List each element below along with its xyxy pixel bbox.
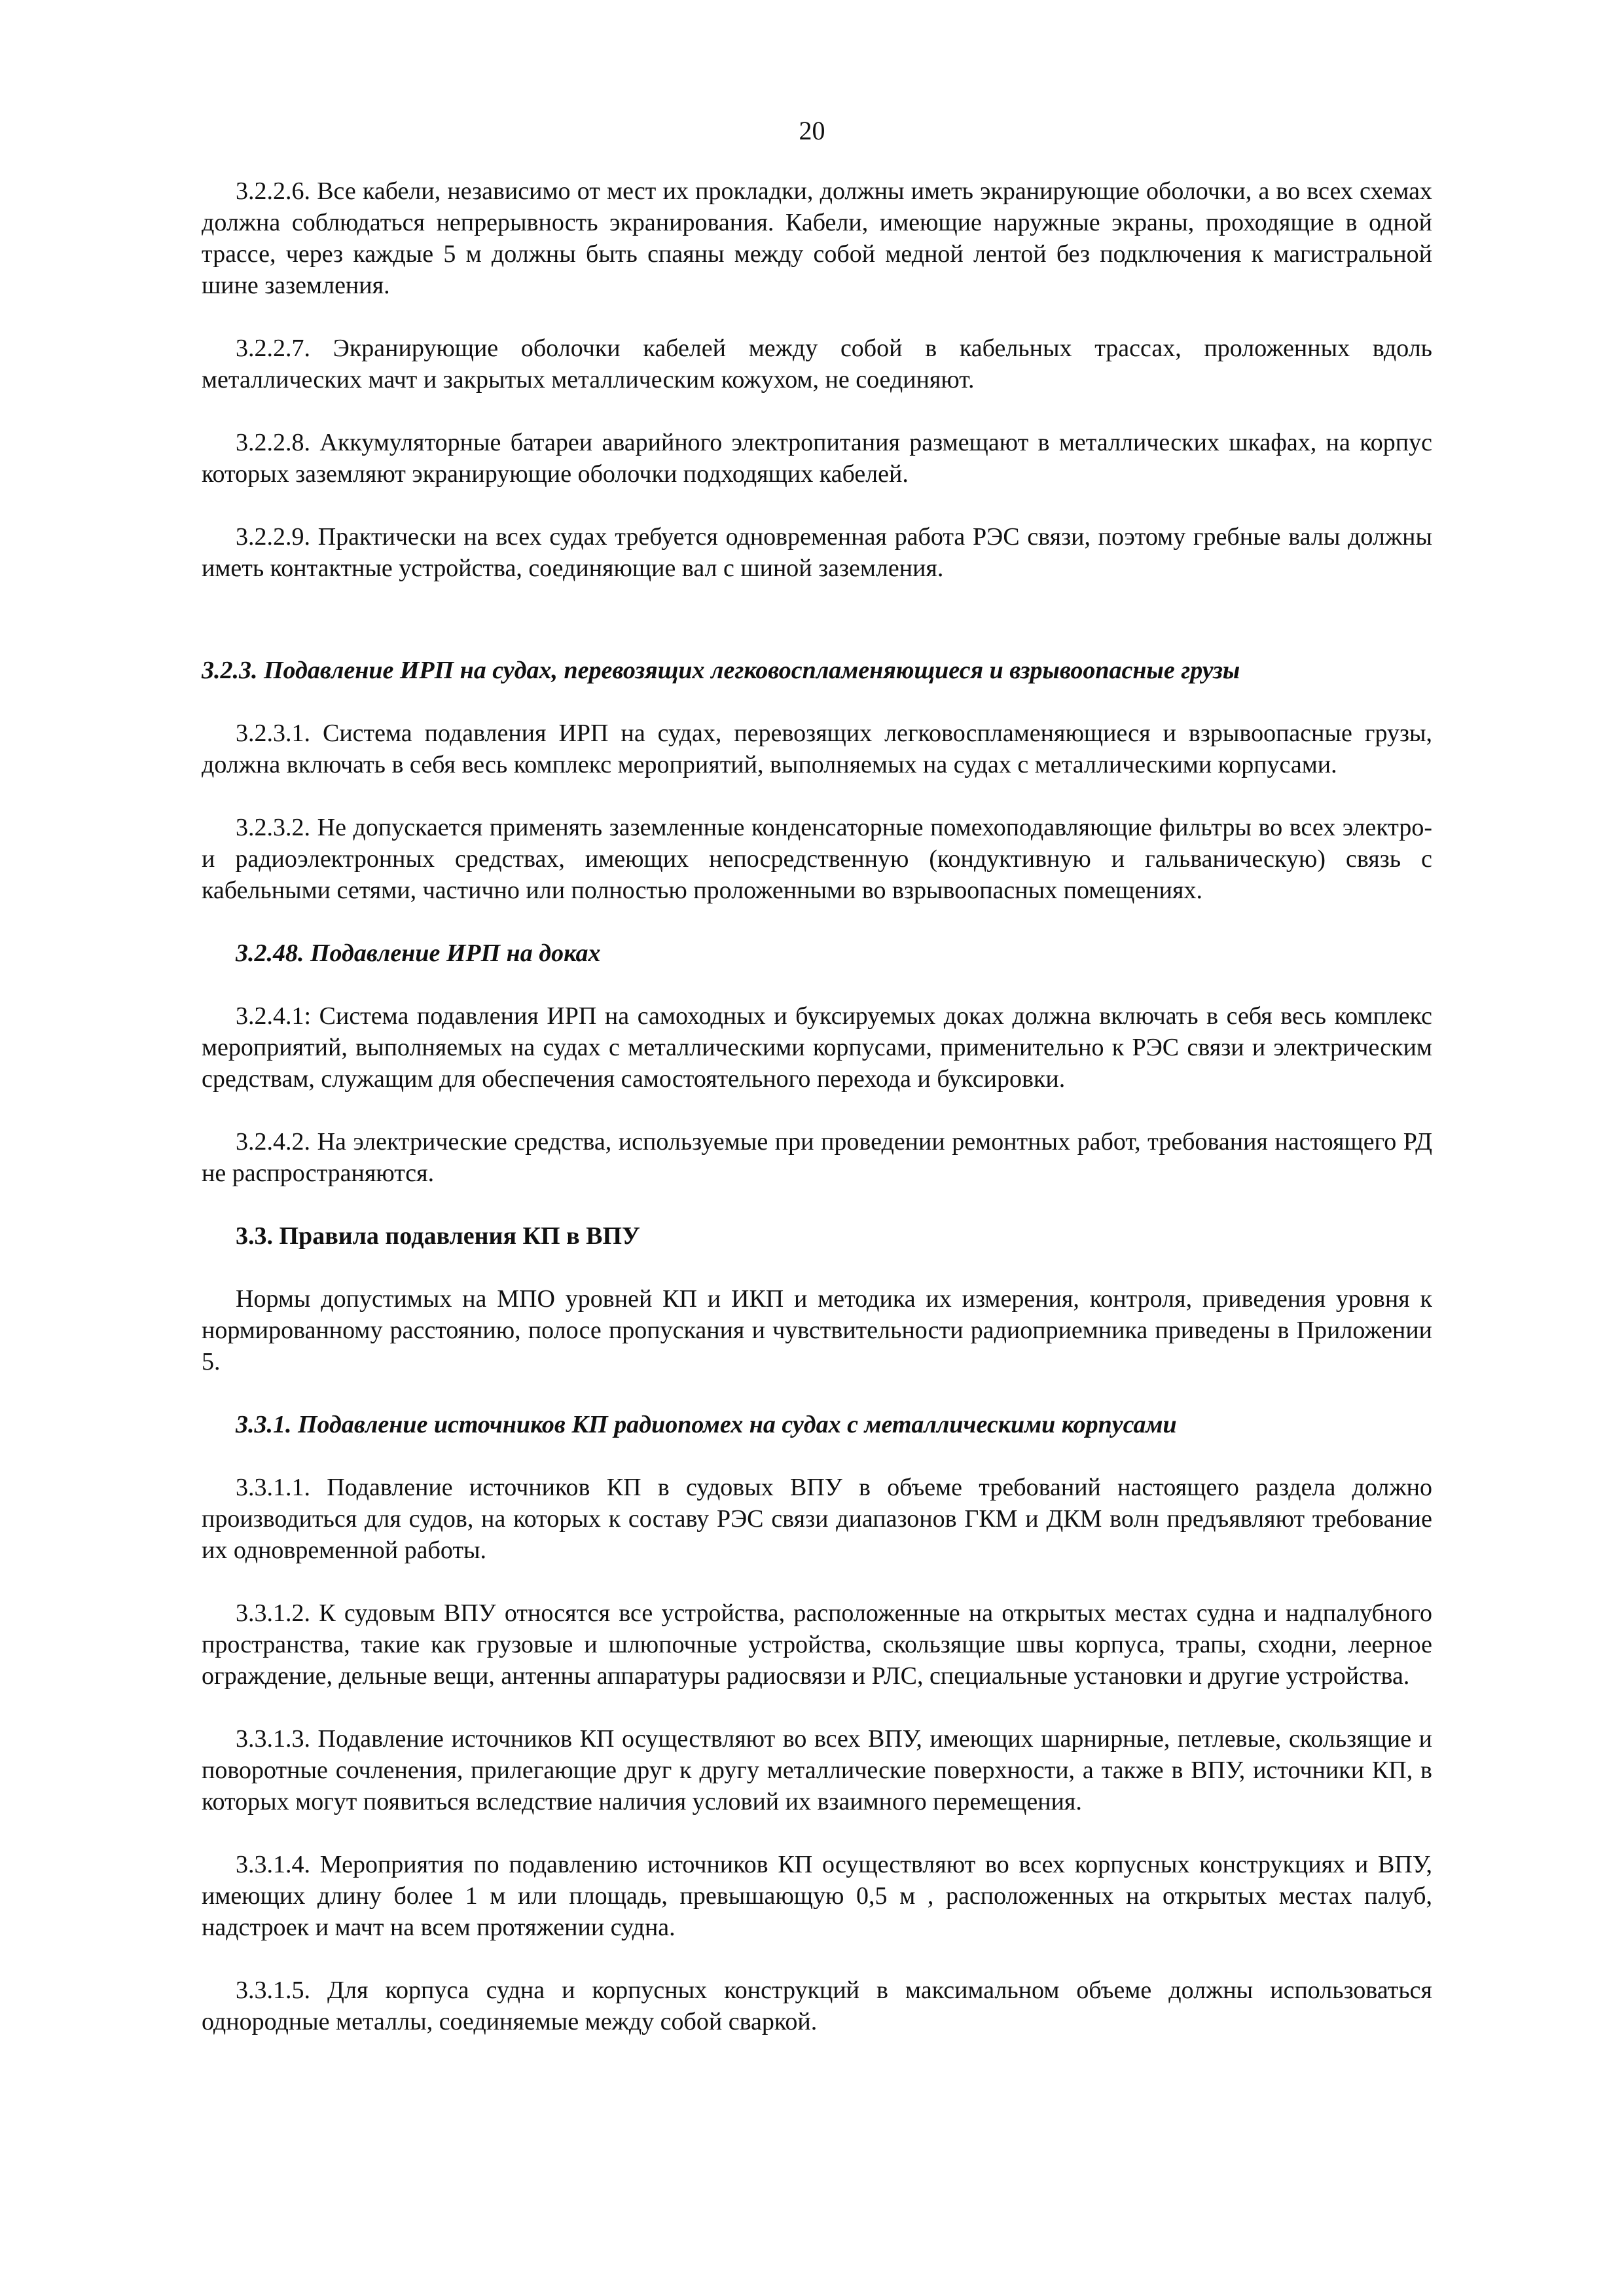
- paragraph-norms: Нормы допустимых на МПО уровней КП и ИКП и методика их измерения, контроля, приведения уровня к нормированному расстоянию, полосе пропускания и чувствительности радиоприемника приведены в Приложении 5.: [202, 1285, 1432, 1376]
- paragraph-3-2-3-2: 3.2.3.2. Не допускается применять заземленные конденсаторные помехоподавляющие фильтры во всех электро- и радиоэлектронных средствах, имеющих непосредственную (кондуктивную и гальваническую) связь с кабельными сетями, частично или полностью проложенными во взрывоопасных помещениях.: [202, 814, 1432, 904]
- paragraph-3-2-4-1: 3.2.4.1: Система подавления ИРП на самоходных и буксируемых доках должна включать в себя весь комплекс мероприятий, выполняемых на судах с металлическими корпусами, применительно к РЭС связи и электрическим средствам, служащим для обеспечения самостоятельного перехода и буксировки.: [202, 1002, 1432, 1093]
- section-heading-3-3-1: 3.3.1. Подавление источников КП радиопомех на судах с металлическими корпусами: [236, 1411, 1177, 1438]
- paragraph-3-2-2-8: 3.2.2.8. Аккумуляторные батареи аварийного электропитания размещают в металлических шкафах, на корпус которых заземляют экранирующие оболочки подходящих кабелей.: [202, 429, 1432, 488]
- paragraph-3-2-3-1: 3.2.3.1. Система подавления ИРП на судах, перевозящих легковоспламеняющиеся и взрывоопасные грузы, должна включать в себя весь комплекс мероприятий, выполняемых на судах с металлическими корпусами.: [202, 720, 1432, 778]
- section-heading-3-2-3: 3.2.3. Подавление ИРП на судах, перевозящих легковоспламеняющиеся и взрывоопасные грузы: [202, 657, 1240, 684]
- page-number: 20: [799, 116, 825, 145]
- paragraph-3-3-1-2: 3.3.1.2. К судовым ВПУ относятся все устройства, расположенные на открытых местах судна и надпалубного пространства, такие как грузовые и шлюпочные устройства, скользящие швы корпуса, трапы, сходни, леерное ограждение, дельные вещи, антенны аппаратуры радиосвязи и РЛС, специальные установки и другие устройства.: [202, 1599, 1432, 1690]
- paragraph-3-2-2-9: 3.2.2.9. Практически на всех судах требуется одновременная работа РЭС связи, поэтому гребные валы должны иметь контактные устройства, соединяющие вал с шиной заземления.: [202, 523, 1432, 582]
- section-heading-3-3: 3.3. Правила подавления КП в ВПУ: [236, 1222, 640, 1250]
- paragraph-3-3-1-5: 3.3.1.5. Для корпуса судна и корпусных конструкций в максимальном объеме должны использоваться однородные металлы, соединяемые между собой сваркой.: [202, 1977, 1432, 2035]
- paragraph-3-2-2-7: 3.2.2.7. Экранирующие оболочки кабелей между собой в кабельных трассах, проложенных вдоль металлических мачт и закрытых металлическим кожухом, не соединяют.: [202, 335, 1432, 393]
- paragraph-3-2-4-2: 3.2.4.2. На электрические средства, используемые при проведении ремонтных работ, требования настоящего РД не распространяются.: [202, 1128, 1432, 1187]
- paragraph-3-3-1-3: 3.3.1.3. Подавление источников КП осуществляют во всех ВПУ, имеющих шарнирные, петлевые, скользящие и поворотные сочленения, прилегающие друг к другу металлические поверхности, а также в ВПУ, источники КП, в которых могут появиться вследствие наличия условий их взаимного перемещения.: [202, 1725, 1432, 1815]
- paragraph-3-2-2-6: 3.2.2.6. Все кабели, независимо от мест их прокладки, должны иметь экранирующие оболочки, а во всех схемах должна соблюдаться непрерывность экранирования. Кабели, имеющие наружные экраны, проходящие в одной трассе, через каждые 5 м должны быть спаяны между собой медной лентой без подключения к магистральной шине заземления.: [202, 177, 1432, 299]
- section-heading-3-2-48: 3.2.48. Подавление ИРП на доках: [236, 939, 601, 967]
- document-body: [202, 175, 1432, 2069]
- paragraph-3-3-1-1: 3.3.1.1. Подавление источников КП в судовых ВПУ в объеме требований настоящего раздела должно производиться для судов, на которых к составу РЭС связи диапазонов ГКМ и ДКМ волн предъявляют требование их одновременной работы.: [202, 1474, 1432, 1564]
- paragraph-3-3-1-4: 3.3.1.4. Мероприятия по подавлению источников КП осуществляют во всех корпусных конструкциях и ВПУ, имеющих длину более 1 м или площадь, превышающую 0,5 м , расположенных на открытых местах палуб, надстроек и мачт на всем протяжении судна.: [202, 1851, 1432, 1941]
